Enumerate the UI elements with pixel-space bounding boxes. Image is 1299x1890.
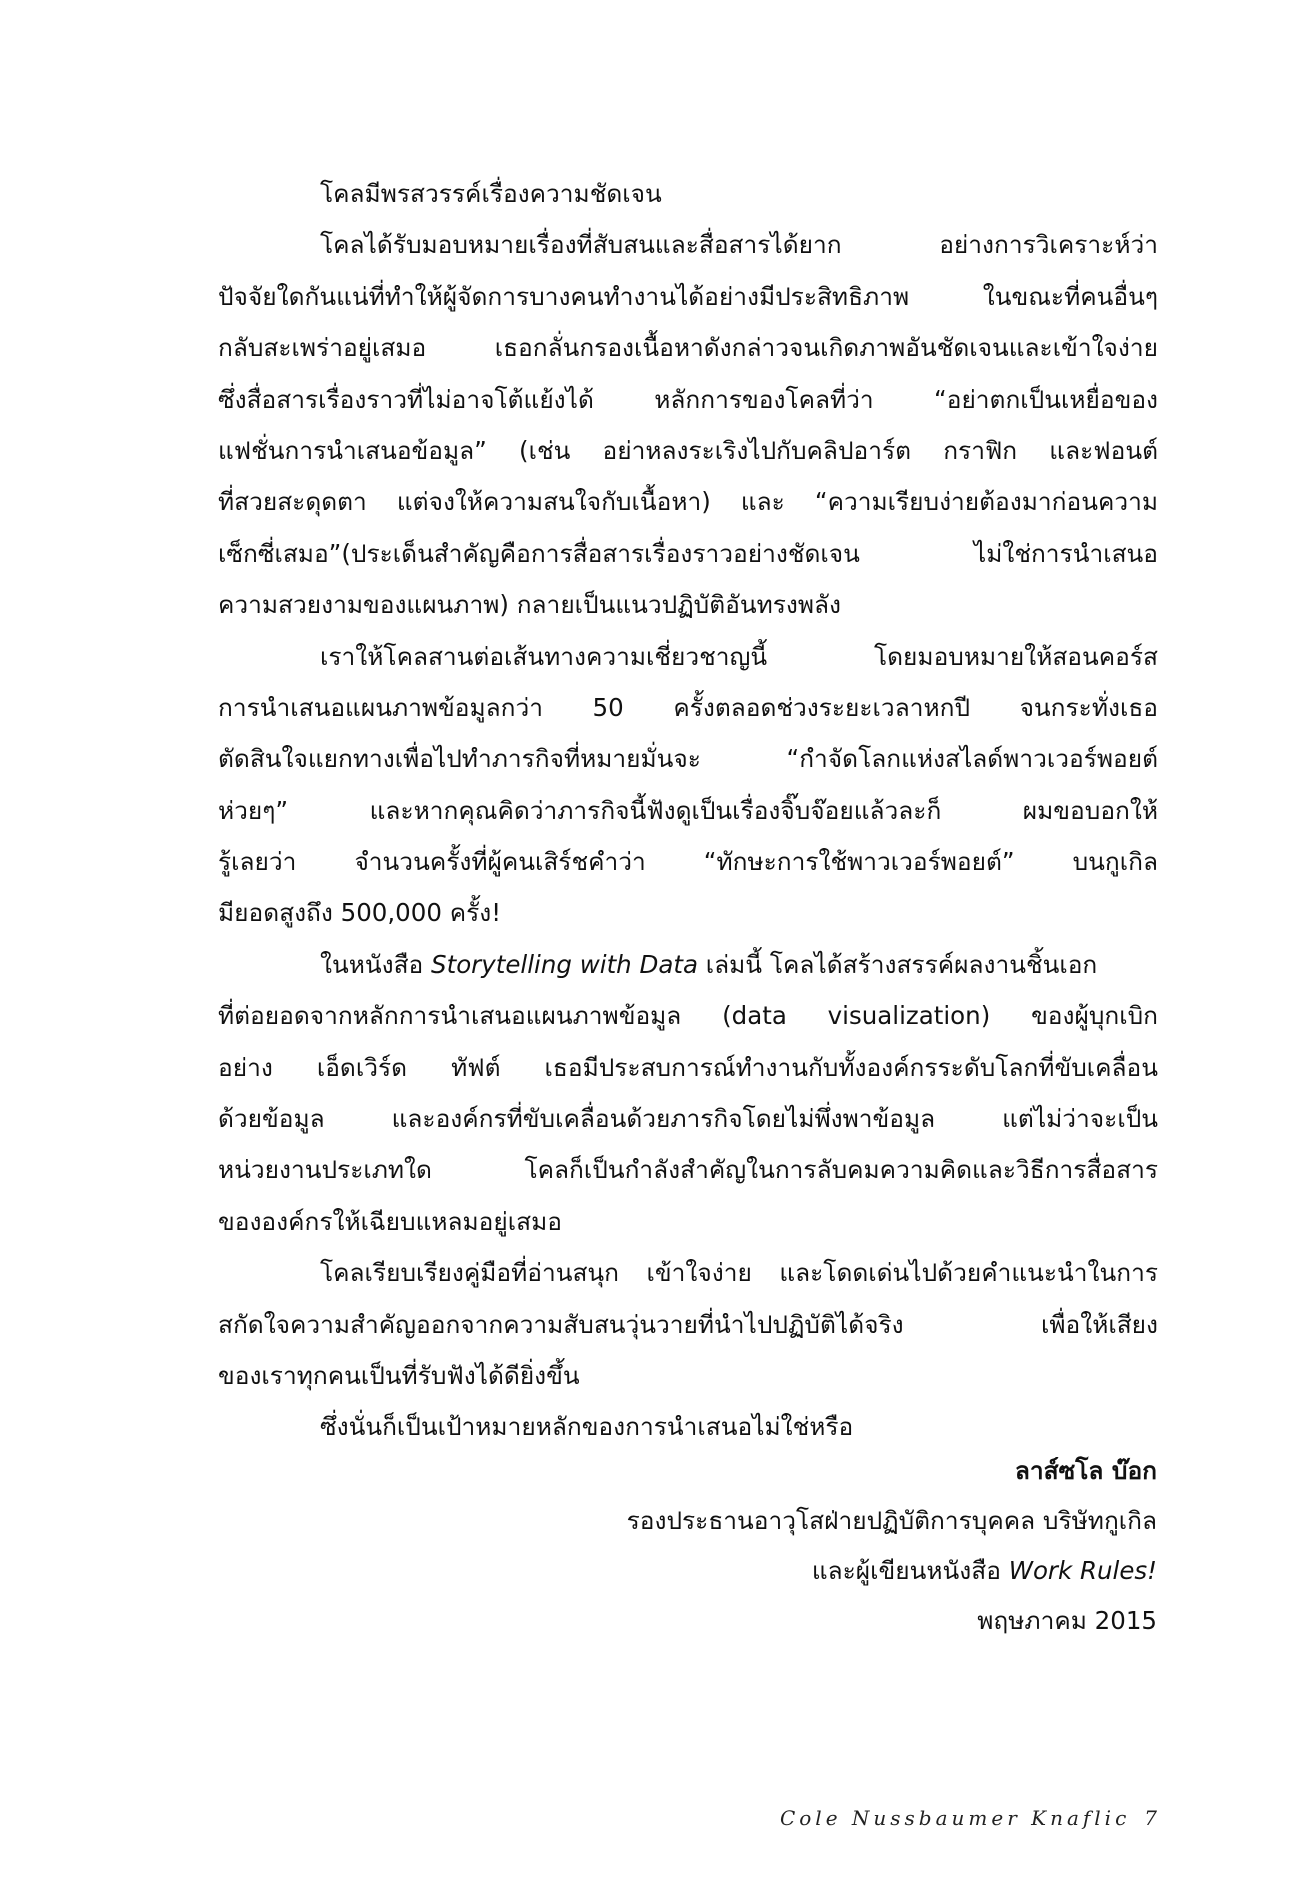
paragraph-4-line-3: อย่าง เอ็ดเวิร์ด ทัฟต์ เธอมีประสบการณ์ทำงานกับทั้งองค์กรระดับโลกที่ขับเคลื่อน xyxy=(218,1052,1158,1082)
paragraph-4-line-1-suffix: เล่มนี้ โคลได้สร้างสรรค์ผลงานชิ้นเอก xyxy=(697,949,1098,979)
book-title-work-rules: Work Rules! xyxy=(1008,1556,1157,1585)
paragraph-4-line-1 xyxy=(218,939,1158,990)
signature-book-line xyxy=(397,1546,1157,1596)
signature-book-prefix: และผู้เขียนหนังสือ xyxy=(811,1556,1009,1585)
paragraph-3-line-6: มียอดสูงถึง 500,000 ครั้ง! xyxy=(218,898,502,928)
paragraph-6-line-1: ซึ่งนั่นก็เป็นเป้าหมายหลักของการนำเสนอไม่ใช่หรือ xyxy=(320,1412,854,1442)
paragraph-2-line-5: แฟชั่นการนำเสนอข้อมูล” (เช่น อย่าหลงระเริงไปกับคลิปอาร์ต กราฟิก และฟอนต์ xyxy=(218,435,1158,465)
paragraph-1-line-1: โคลมีพรสวรรค์เรื่องความชัดเจน xyxy=(320,179,662,208)
page-number: 7 xyxy=(1144,1806,1157,1830)
paragraph-3-line-5: รู้เลยว่า จำนวนครั้งที่ผู้คนเสิร์ชคำว่า “ทักษะการใช้พาวเวอร์พอยต์” บนกูเกิล xyxy=(218,847,1158,877)
paragraph-4-line-5: หน่วยงานประเภทใด โคลก็เป็นกำลังสำคัญในการลับคมความคิดและวิธีการสื่อสาร xyxy=(218,1155,1158,1185)
signature-name: ลาส์ซโล บ๊อก xyxy=(1014,1456,1157,1485)
paragraph-3-line-3: ตัดสินใจแยกทางเพื่อไปทำภารกิจที่หมายมั่นจะ “กำจัดโลกแห่งสไลด์พาวเวอร์พอยต์ xyxy=(218,744,1158,774)
paragraph-2-line-7: เซ็กซี่เสมอ”(ประเด็นสำคัญคือการสื่อสารเรื่องราวอย่างชัดเจน ไม่ใช่การนำเสนอ xyxy=(218,538,1158,568)
paragraph-2-line-3: กลับสะเพร่าอยู่เสมอ เธอกลั่นกรองเนื้อหาดังกล่าวจนเกิดภาพอันชัดเจนและเข้าใจง่าย xyxy=(218,333,1158,363)
paragraph-2-line-1: โคลได้รับมอบหมายเรื่องที่สับสนและสื่อสารได้ยาก อย่างการวิเคราะห์ว่า xyxy=(320,230,1158,260)
paragraph-2-line-8: ความสวยงามของแผนภาพ) กลายเป็นแนวปฏิบัติอันทรงพลัง xyxy=(218,590,841,620)
paragraph-4-line-1-prefix: ในหนังสือ xyxy=(320,949,432,979)
paragraph-4-line-6: ขององค์กรให้เฉียบแหลมอยู่เสมอ xyxy=(218,1206,562,1236)
paragraph-2-line-4: ซึ่งสื่อสารเรื่องราวที่ไม่อาจโต้แย้งได้ หลักการของโคลที่ว่า “อย่าตกเป็นเหยื่อของ xyxy=(218,384,1158,414)
signature-block xyxy=(397,1446,1157,1646)
paragraph-5-line-1: โคลเรียบเรียงคู่มือที่อ่านสนุก เข้าใจง่าย และโดดเด่นไปด้วยคำแนะนำในการ xyxy=(320,1258,1158,1288)
signature-title: รองประธานอาวุโสฝ่ายปฏิบัติการบุคคล บริษัทกูเกิล xyxy=(626,1506,1157,1535)
paragraph-3-line-2: การนำเสนอแผนภาพข้อมูลกว่า 50 ครั้งตลอดช่วงระยะเวลาหกปี จนกระทั่งเธอ xyxy=(218,692,1158,722)
paragraph-2-line-2: ปัจจัยใดกันแน่ที่ทำให้ผู้จัดการบางคนทำงานได้อย่างมีประสิทธิภาพ ในขณะที่คนอื่นๆ xyxy=(218,281,1158,311)
paragraph-5-line-2: สกัดใจความสำคัญออกจากความสับสนวุ่นวายที่นำไปปฏิบัติได้จริง เพื่อให้เสียง xyxy=(218,1309,1158,1339)
footer-author: Cole Nussbaumer Knaflic xyxy=(779,1806,1131,1830)
paragraph-3-line-1: เราให้โคลสานต่อเส้นทางความเชี่ยวชาญนี้ โดยมอบหมายให้สอนคอร์ส xyxy=(320,641,1158,671)
paragraph-4-line-2: ที่ต่อยอดจากหลักการนำเสนอแผนภาพข้อมูล (data visualization) ของผู้บุกเบิก xyxy=(218,1001,1158,1031)
paragraph-2-line-6: ที่สวยสะดุดตา แต่จงให้ความสนใจกับเนื้อหา) และ “ความเรียบง่ายต้องมาก่อนความ xyxy=(218,487,1158,517)
signature-date: พฤษภาคม 2015 xyxy=(977,1606,1157,1635)
paragraph-5-line-3: ของเราทุกคนเป็นที่รับฟังได้ดียิ่งขึ้น xyxy=(218,1360,580,1390)
foreword-body xyxy=(218,168,1158,1453)
running-footer xyxy=(780,1806,1157,1830)
paragraph-4-line-4: ด้วยข้อมูล และองค์กรที่ขับเคลื่อนด้วยภารกิจโดยไม่พึ่งพาข้อมูล แต่ไม่ว่าจะเป็น xyxy=(218,1104,1158,1134)
paragraph-3-line-4: ห่วยๆ” และหากคุณคิดว่าภารกิจนี้ฟังดูเป็นเรื่องจิ๊บจ๊อยแล้วละก็ ผมขอบอกให้ xyxy=(218,795,1158,825)
book-title-storytelling: Storytelling with Data xyxy=(431,949,698,979)
